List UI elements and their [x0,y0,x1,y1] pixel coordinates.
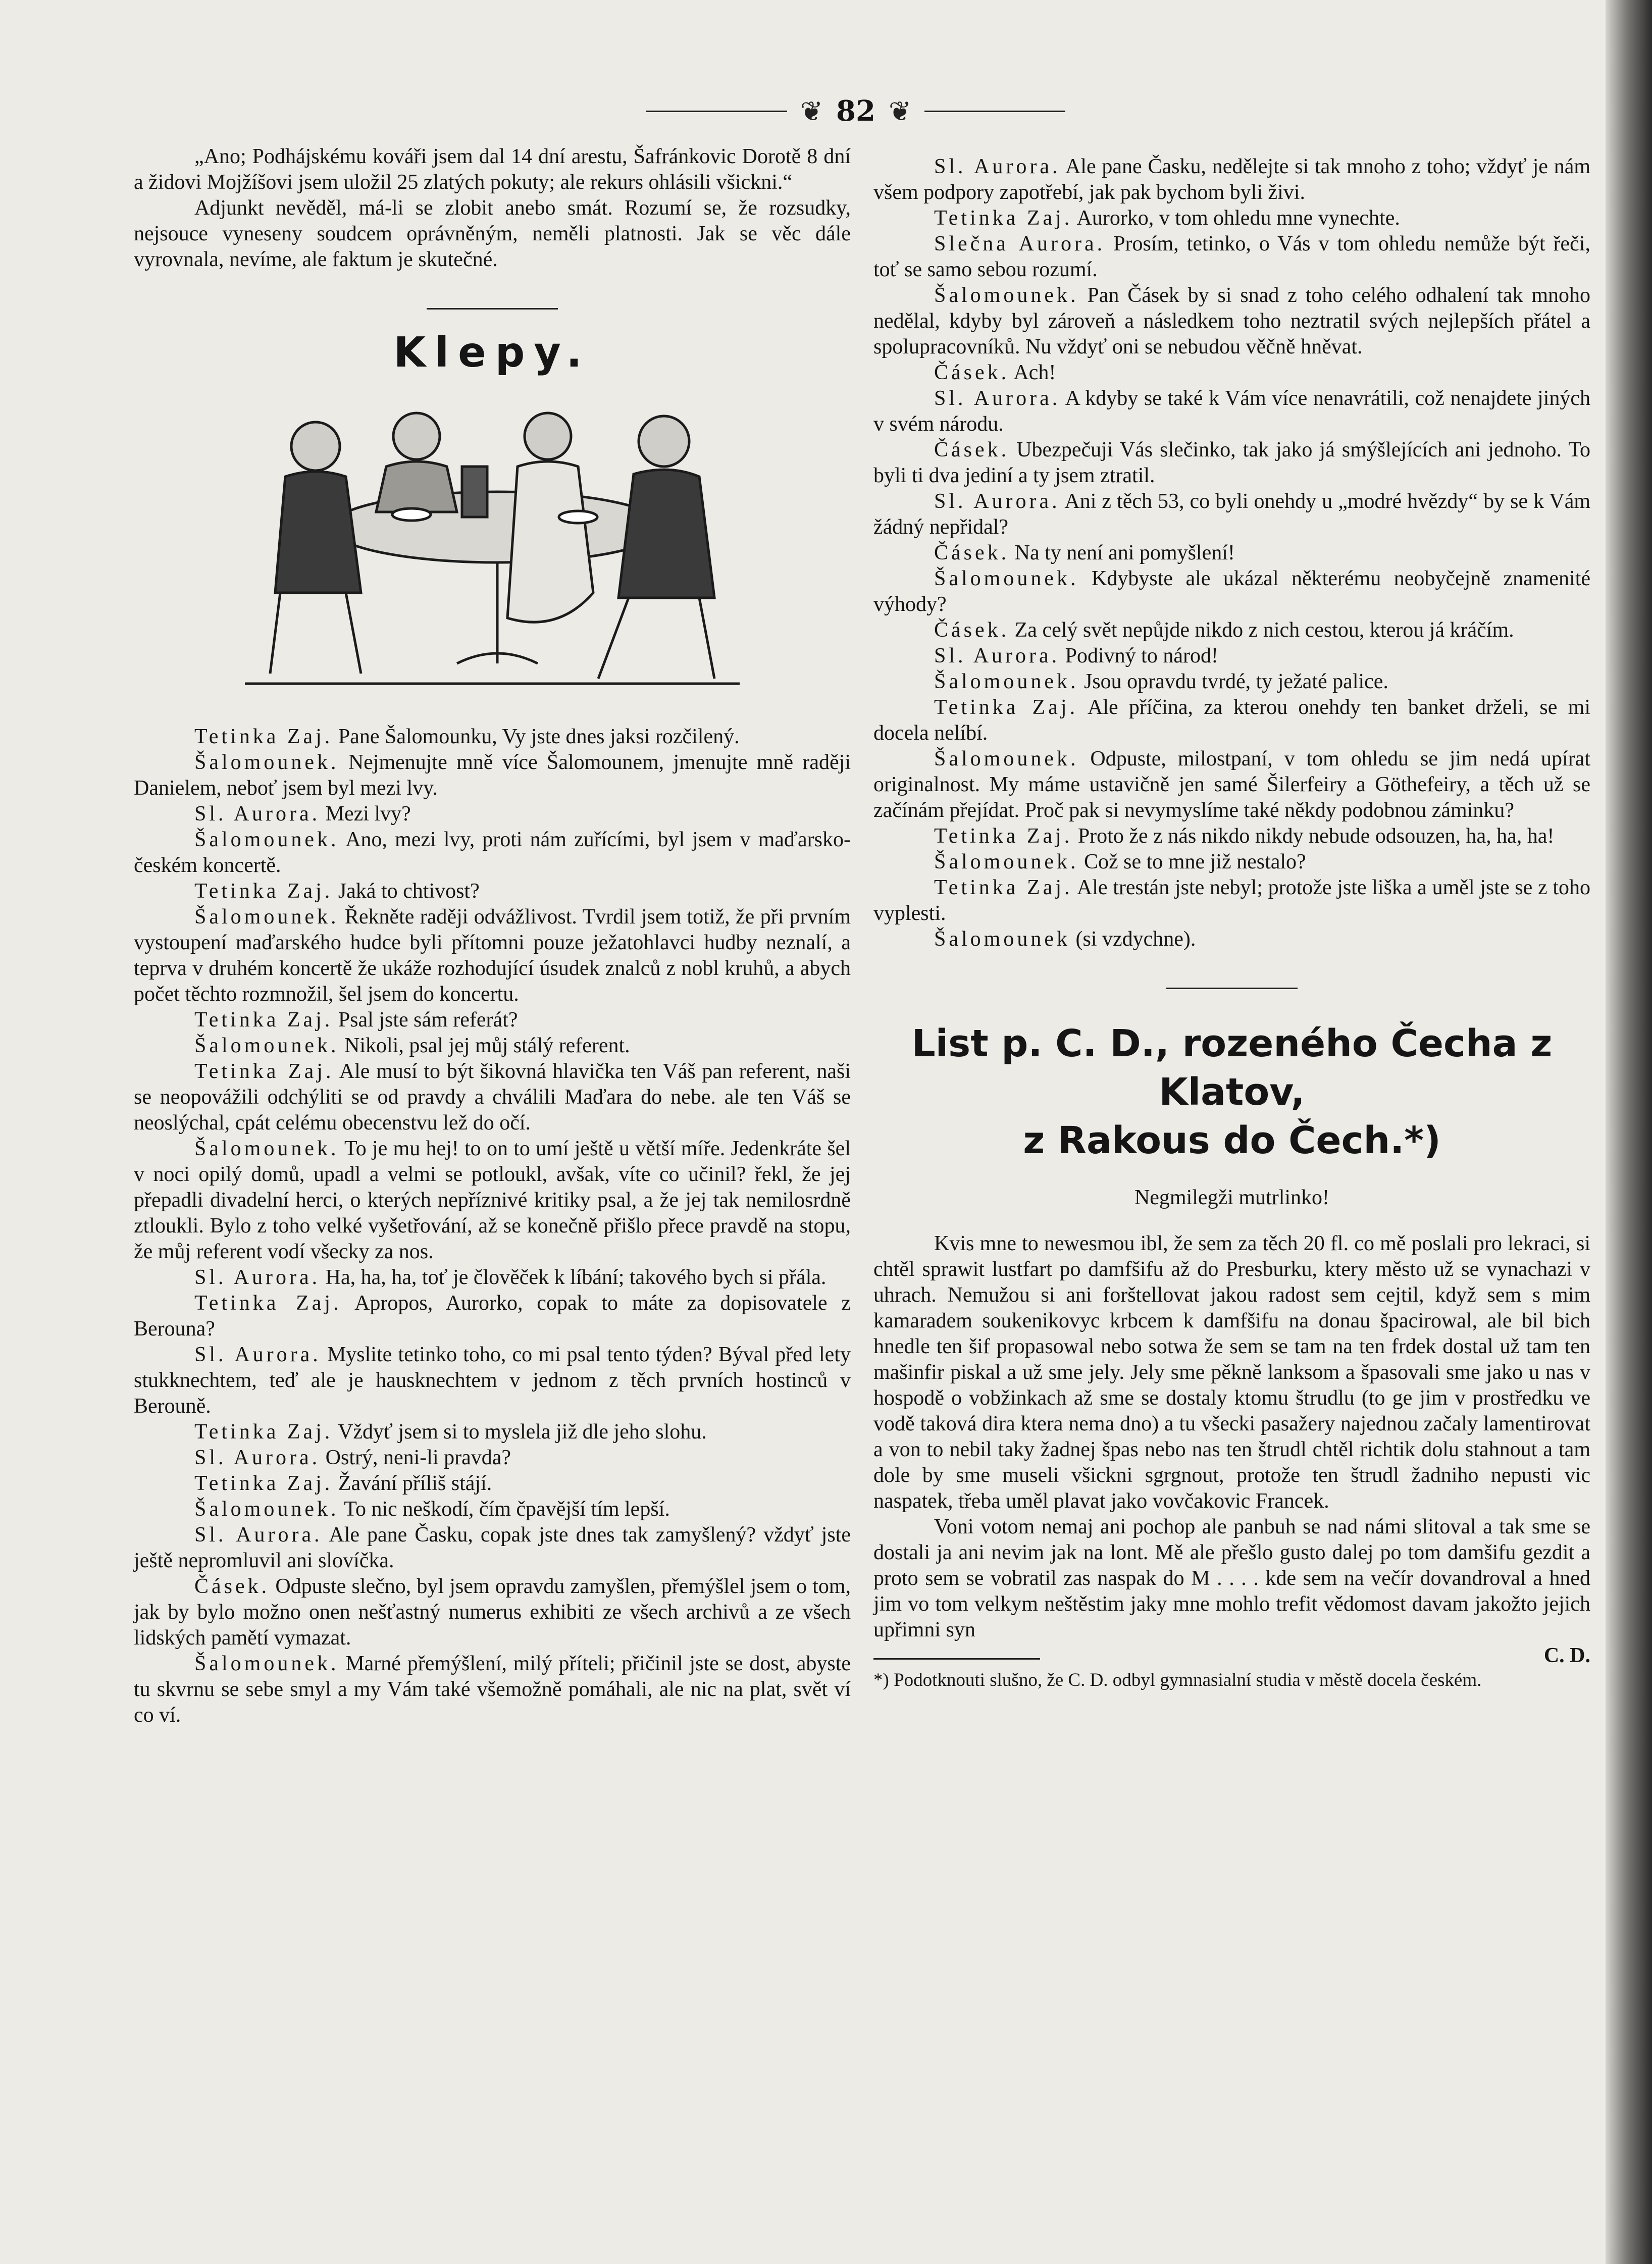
dialogue-line [873,154,1590,205]
dialogue-line [134,1471,851,1497]
dialogue-line [134,1574,851,1651]
letter-paragraph: Kvis mne to newesmou ibl, že sem za těch 20 fl. co mě poslali pro lekraci, si chtěl sprawit lustfart po damfšifu až do Presburku, ktery město už se vynachazi v uhrach. Nemužou si ani forštellovat jakou radost sem cejtil, když sem s mim kamaradem soukenikovyc krbcem k damfšifu na donau špacirowal, ale bil bich hnedle ten šif propasowal nebo sotwa že sem se tam na ten frdek dostal už tam ten mašinfir piskal a už sme jely. Jely sme pěkně lanksom a špasovali sme jako u nas v hospodě o vobžinkach až sme se dostaly ktomu štrudlu (to ge jim v prostředku ve vodě taková dira ktera nema dno) a tu všecki pasažery najednou začaly lamentirovat a von to nebil taky žadnej špas nebo nas ten štrudl chtěl richtik dolu stahnout a tam dole by sme museli všickni sgrgnout, protože ten štrudl žadniho nepusti vic naspatek, třeba uměl plavat jako vovčakovic Francek. [873,1232,1590,1513]
speaker-name: Sl. Aurora. [934,644,1060,667]
speaker-name: Sl. Aurora. [194,1266,321,1289]
speech-text: Nejmenujte mně více Šalomounem, jmenujte mně raději Danielem, neboť jsem byl mezi lvy. [134,751,851,800]
ornament-right-icon: ❦ [888,95,912,127]
speech-text: Pane Šalomounku, Vy jste dnes jaksi rozčilený. [338,725,740,748]
speaker-name: Sl. Aurora. [194,1446,321,1469]
dialogue-left [134,724,851,1728]
dialogue-line [134,1059,851,1136]
speaker-name: Slečna Aurora. [934,232,1106,255]
speech-text: Apropos, Aurorko, copak to máte za dopisovatele z Berouna? [134,1292,851,1341]
speaker-name: Sl. Aurora. [934,155,1061,178]
speech-text: To je mu hej! to on to umí ještě u větší míře. Jedenkráte šel v noci opilý domů, upadl a velmi se potloukl, avšak, víte co učinil? řekl, že jej přepadli divadelní herci, o kterých nepříznivé kritiky psal, a že jej tak nemilosrdně ztloukli. Bylo z toho velké vyšetřování, až se konečně přišlo přece pravdě na stopu, že můj referent vodí všecky za nos. [134,1137,851,1263]
speech-text: Na ty není ani pomyšlení! [1014,541,1235,564]
speaker-name: Tetinka Zaj. [194,725,333,748]
dialogue-line [873,566,1590,618]
speaker-name: Šalomounek. [194,828,339,851]
speech-text: (si vzdychne). [1075,928,1196,951]
dialogue-line [134,1265,851,1291]
speaker-name: Tetinka Zaj. [194,880,333,903]
dialogue-line [873,386,1590,437]
speaker-name: Šalomounek. [194,1498,339,1521]
dialogue-line [134,1651,851,1728]
speaker-name: Sl. Aurora. [934,387,1061,410]
speaker-name: Šalomounek. [934,670,1079,693]
dialogue-right [873,154,1590,952]
dialogue-line [873,875,1590,927]
speaker-name: Čásek. [934,438,1010,461]
speaker-name: Tetinka Zaj. [194,1008,333,1032]
speech-text: Jaká to chtivost? [338,880,480,903]
speech-text: To nic neškodí, čím čpavější tím lepší. [344,1498,670,1521]
speaker-name: Sl. Aurora. [934,490,1060,513]
dialogue-line [134,1342,851,1419]
signature-row [873,1643,1590,1669]
footnote-rule [873,1658,1040,1660]
page-number: 82 [836,94,875,128]
speech-text: Jsou opravdu tvrdé, ty ježaté palice. [1083,670,1388,693]
speech-text: Mezi lvy? [325,802,411,826]
speaker-name: Tetinka Zaj. [934,876,1073,899]
intro-paragraph: Adjunkt nevěděl, má-li se zlobit anebo smát. Rozumí se, že rozsudky, nejsouce vyneseny soudcem oprávněným, neměli platnosti. Jak se věc dále vyrovnala, nevíme, ale faktum je skutečné. [134,196,851,271]
dialogue-line [873,540,1590,566]
dialogue-line [134,1419,851,1445]
dialogue-line [873,643,1590,669]
letter-salutation: Negmilegži mutrlinko! [1134,1186,1330,1209]
dialogue-line [873,824,1590,849]
header-rule-left [646,111,787,112]
speaker-name: Sl. Aurora. [194,1343,321,1366]
page-header [646,91,1065,131]
speaker-name: Šalomounek [934,928,1070,951]
letter-title [873,1019,1590,1165]
article-title-klepy: Klepy. [393,329,591,377]
ornament-left-icon: ❦ [800,95,823,127]
dialogue-line [134,1033,851,1059]
speech-text: Ano, mezi lvy, proti nám zuřícími, byl jsem v maďarsko-českém koncertě. [134,828,851,877]
dialogue-line [134,1136,851,1265]
speaker-name: Tetinka Zaj. [934,207,1073,230]
letter-title-line: z Rakous do Čech.*) [1023,1119,1441,1162]
speech-text: Za celý svět nepůjde nikdo z nich cestou, kterou já kráčím. [1014,619,1514,642]
footnote: *) Podotknouti slušno, že C. D. odbyl gymnasialní studia v městě docela českém. [873,1670,1482,1690]
dialogue-line [134,1007,851,1033]
speaker-name: Šalomounek. [194,751,339,774]
dialogue-line [134,1291,851,1342]
speech-text: Podivný to národ! [1065,644,1218,667]
speech-text: Ale trestán jste nebyl; protože jste liška a uměl jste se z toho vyplesti. [873,876,1591,925]
speech-text: Myslite tetinko toho, co mi psal tento týden? Býval před lety stukknechtem, teď ale je hausknechtem v jednom z těch prvních hostinců v Berouně. [134,1343,851,1418]
speech-text: Žavání příliš stájí. [338,1472,492,1495]
speech-text: A kdyby se také k Vám více nenavrátili, což nenajdete jiných v svém národu. [873,387,1591,436]
speaker-name: Šalomounek. [194,905,339,929]
speech-text: Kdybyste ale ukázal některému neobyčejně znamenité výhody? [873,567,1591,616]
header-rule-right [924,111,1065,112]
dialogue-line [134,750,851,801]
dialogue-line [134,801,851,827]
dialogue-line [873,231,1590,283]
letter-title-line: List p. C. D., rozeného Čecha z Klatov, [911,1022,1553,1114]
signature: C. D. [1543,1644,1590,1667]
dialogue-line [873,927,1590,952]
section-separator [1166,988,1298,989]
speech-text: Nikoli, psal jej můj stálý referent. [344,1034,630,1057]
speech-text: Odpuste, milostpaní, v tom ohledu se jim nedá upírat originalnost. My máme ustavičně jen samé Šilerfeiry a Göthefeiry, a těch už se začínám přejídat. Proč pak si nevymyslíme také někdy podobnou záminku? [873,747,1590,822]
speech-text: Pan Čásek by si snad z toho celého odhalení tak mnoho nedělal, kdyby byl zároveň a následkem toho neztratil svých nejlepších přátel a spolupracovníků. Nu vždyť oni se nebudou věčně hněvat. [873,284,1590,358]
dialogue-line [873,205,1590,231]
speaker-name: Tetinka Zaj. [934,825,1073,848]
speaker-name: Tetinka Zaj. [194,1420,333,1444]
speech-text: Ale pane Časku, copak jste dnes tak zamyšlený? vždyť jste ještě nepromluvil ani slovíčka. [134,1523,851,1572]
speaker-name: Šalomounek. [194,1034,339,1057]
dialogue-line [873,669,1590,695]
book-binding-edge [1606,0,1652,2264]
speech-text: Ubezpečuji Vás slečinko, tak jako já smýšlejících ani jednoho. To byli ti dva jediní a ty jsem ztratil. [873,438,1590,487]
speaker-name: Tetinka Zaj. [194,1472,333,1495]
right-column [873,154,1590,1692]
dialogue-line [873,489,1590,540]
dialogue-line [134,1445,851,1471]
dialogue-line [873,283,1590,360]
speaker-name: Šalomounek. [934,747,1079,770]
dialogue-line [873,849,1590,875]
letter-paragraph: Voni votom nemaj ani pochop ale panbuh se nad námi slitoval a tak sme se dostali ja ani nevim jak na lont. Mě ale přešlo gusto dalej po tom damšifu gezdit a proto sem se vobratil zas naspak do M . . . . kde sem na večír dovandroval a hned jim vo tom velkym neštěstim jaky mne mohlo trefit vědomost davam jakožto jejich upřimni syn [873,1515,1590,1641]
dialogue-line [873,618,1590,643]
speech-text: Ani z těch 53, co byli onehdy u „modré hvězdy“ by se k Vám žádný nepřidal? [873,490,1590,539]
left-column [134,144,851,1728]
speaker-name: Šalomounek. [934,284,1079,307]
speech-text: Marné přemýšlení, milý příteli; přičinil jste se dost, abyste tu skvrnu se sebe smyl a my Vám také všemožně pomáhali, ale nic na plat, svět ví co ví. [134,1652,851,1727]
speaker-name: Tetinka Zaj. [194,1060,334,1083]
dialogue-line [134,904,851,1007]
dialogue-line [134,879,851,904]
speaker-name: Tetinka Zaj. [934,696,1078,719]
speaker-name: Čásek. [934,619,1010,642]
dialogue-line [134,1497,851,1522]
speaker-name: Tetinka Zaj. [194,1292,342,1315]
speech-text: Vždyť jsem si to myslela již dle jeho slohu. [338,1420,707,1444]
dialogue-line [134,724,851,750]
speaker-name: Šalomounek. [194,1137,339,1160]
dialogue-line [134,827,851,879]
speech-text: Ale pane Časku, nedělejte si tak mnoho z toho; vždyť je nám všem podpory zapotřebí, jak pak bychom byli živi. [873,155,1591,204]
speech-text: Což se to mne již nestalo? [1083,850,1306,873]
speaker-name: Sl. Aurora. [194,802,321,826]
speech-text: Ha, ha, ha, toť je člověček k líbání; takového bych si přála. [325,1266,827,1289]
speech-text: Ale musí to být šikovná hlavička ten Váš pan referent, naši se neopovážili odchýliti se od pravdy a chválili Maďara do nebe. ale ten Váš se neoslýchal, cpát celému obecenstvu lež do očí. [134,1060,851,1135]
dialogue-line [873,695,1590,746]
speech-text: Ach! [1013,361,1056,384]
speech-text: Řekněte raději odvážlivost. Tvrdil jsem totiž, že při prvním vystoupení maďarského hudce byli přítomni pouze ježatohlavci hudby neznalí, a teprva v druhém koncertě že ukáže rozhodující úsudek znalců z nobl kruhů, a abych počet těchto rozmnožil, šel jsem do koncertu. [134,905,851,1006]
section-separator [427,308,558,310]
speech-text: Aurorko, v tom ohledu mne vynechte. [1076,207,1400,230]
speaker-name: Čásek. [934,541,1010,564]
dialogue-line [873,437,1590,489]
speech-text: Proto že z nás nikdo nikdy nebude odsouzen, ha, ha, ha! [1077,825,1555,848]
speaker-name: Šalomounek. [934,567,1079,590]
dialogue-line [873,746,1590,824]
speech-text: Psal jste sám referát? [338,1008,518,1032]
dialogue-line [873,360,1590,386]
dialogue-line [134,1522,851,1574]
speech-text: Ostrý, neni-li pravda? [325,1446,511,1469]
speaker-name: Šalomounek. [934,850,1079,873]
tea-party-illustration [245,381,740,689]
speaker-name: Čásek. [934,361,1010,384]
speaker-name: Sl. Aurora. [194,1523,323,1547]
speech-text: Odpuste slečno, byl jsem opravdu zamyšlen, přemýšlel jsem o tom, jak by bylo možno onen nešťastný numerus exhibiti ze všech archivů a ze všech lidských pamětí vymazat. [134,1575,851,1650]
speaker-name: Čásek. [194,1575,270,1598]
speech-text: Ale příčina, za kterou onehdy ten banket drželi, se mi docela nelíbí. [873,696,1591,745]
intro-paragraph: „Ano; Podhájskému kováři jsem dal 14 dní arestu, Šafránkovic Dorotě 8 dní a židovi Mojžíšovi jsem uložil 25 zlatých pokuty; ale rekurs ohlásili všickni.“ [134,145,851,194]
speech-text: Prosím, tetinko, o Vás v tom ohledu nemůže být řeči, toť se samo sebou rozumí. [873,232,1590,281]
speaker-name: Šalomounek. [194,1652,339,1675]
